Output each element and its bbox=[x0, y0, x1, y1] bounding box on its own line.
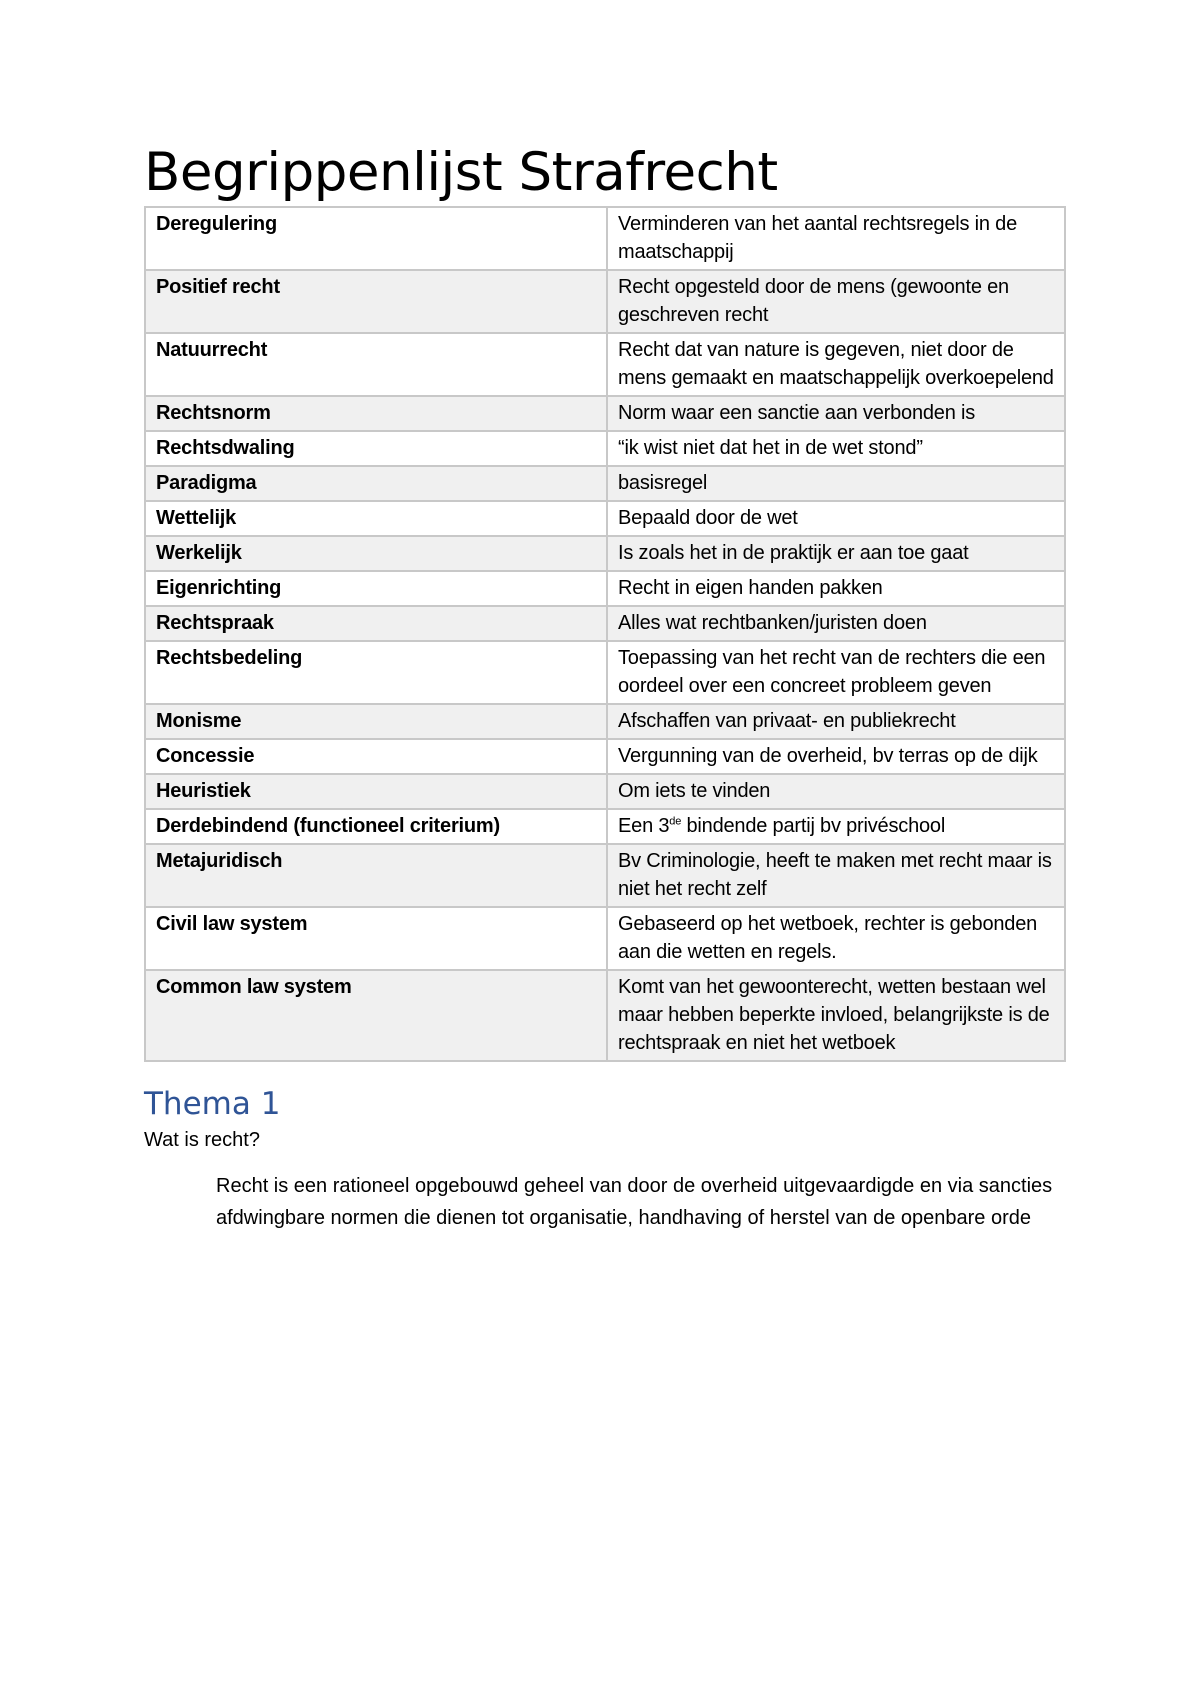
definition-cell: Verminderen van het aantal rechtsregels in de maatschappij bbox=[607, 207, 1065, 270]
table-row bbox=[145, 907, 1065, 970]
table-row bbox=[145, 270, 1065, 333]
definition-cell: Bepaald door de wet bbox=[607, 501, 1065, 536]
table-row bbox=[145, 970, 1065, 1061]
table-row bbox=[145, 501, 1065, 536]
definition-cell: basisregel bbox=[607, 466, 1065, 501]
definition-cell: Toepassing van het recht van de rechters die een oordeel over een concreet probleem geven bbox=[607, 641, 1065, 704]
definition-cell: Gebaseerd op het wetboek, rechter is gebonden aan die wetten en regels. bbox=[607, 907, 1065, 970]
term-cell: Metajuridisch bbox=[145, 844, 607, 907]
definition-cell bbox=[607, 809, 1065, 844]
table-row bbox=[145, 641, 1065, 704]
term-cell: Natuurrecht bbox=[145, 333, 607, 396]
definition-cell: Bv Criminologie, heeft te maken met recht maar is niet het recht zelf bbox=[607, 844, 1065, 907]
definition-cell: Afschaffen van privaat- en publiekrecht bbox=[607, 704, 1065, 739]
term-cell: Werkelijk bbox=[145, 536, 607, 571]
table-row bbox=[145, 606, 1065, 641]
table-row bbox=[145, 704, 1065, 739]
term-cell: Rechtspraak bbox=[145, 606, 607, 641]
term-cell: Rechtsdwaling bbox=[145, 431, 607, 466]
definition-cell: Is zoals het in de praktijk er aan toe gaat bbox=[607, 536, 1065, 571]
section-question: Wat is recht? bbox=[144, 1129, 260, 1151]
definition-cell: Komt van het gewoonterecht, wetten bestaan wel maar hebben beperkte invloed, belangrijkste is de rechtspraak en niet het wetboek bbox=[607, 970, 1065, 1061]
term-cell: Rechtsnorm bbox=[145, 396, 607, 431]
term-cell: Positief recht bbox=[145, 270, 607, 333]
table-row bbox=[145, 333, 1065, 396]
definition-cell: Om iets te vinden bbox=[607, 774, 1065, 809]
definition-suffix: bindende partij bv privéschool bbox=[681, 815, 946, 837]
table-row bbox=[145, 466, 1065, 501]
term-cell: Eigenrichting bbox=[145, 571, 607, 606]
definition-cell: Alles wat rechtbanken/juristen doen bbox=[607, 606, 1065, 641]
term-cell: Heuristiek bbox=[145, 774, 607, 809]
term-cell: Concessie bbox=[145, 739, 607, 774]
definition-superscript: de bbox=[669, 815, 682, 828]
table-row bbox=[145, 207, 1065, 270]
document-page bbox=[144, 140, 1066, 1234]
definition-cell: Recht in eigen handen pakken bbox=[607, 571, 1065, 606]
section-answer: Recht is een rationeel opgebouwd geheel van door de overheid uitgevaardigde en via sancties afdwingbare normen die dienen tot organisatie, handhaving of herstel van de openbare orde bbox=[216, 1175, 1053, 1229]
definition-cell: Recht opgesteld door de mens (gewoonte en geschreven recht bbox=[607, 270, 1065, 333]
definition-cell: Norm waar een sanctie aan verbonden is bbox=[607, 396, 1065, 431]
table-row bbox=[145, 774, 1065, 809]
table-row bbox=[145, 571, 1065, 606]
definition-cell: Vergunning van de overheid, bv terras op de dijk bbox=[607, 739, 1065, 774]
section-heading: Thema 1 bbox=[144, 1086, 281, 1122]
definition-cell: “ik wist niet dat het in de wet stond” bbox=[607, 431, 1065, 466]
term-cell: Wettelijk bbox=[145, 501, 607, 536]
table-row bbox=[145, 396, 1065, 431]
term-cell: Common law system bbox=[145, 970, 607, 1061]
table-row bbox=[145, 739, 1065, 774]
table-row bbox=[145, 536, 1065, 571]
definition-prefix: Een 3 bbox=[618, 815, 670, 837]
term-cell: Paradigma bbox=[145, 466, 607, 501]
table-row bbox=[145, 431, 1065, 466]
term-cell: Rechtsbedeling bbox=[145, 641, 607, 704]
table-row bbox=[145, 844, 1065, 907]
terms-table bbox=[144, 206, 1066, 1062]
term-cell: Derdebindend (functioneel criterium) bbox=[145, 809, 607, 844]
term-cell: Civil law system bbox=[145, 907, 607, 970]
document-title: Begrippenlijst Strafrecht bbox=[144, 142, 778, 203]
definition-cell: Recht dat van nature is gegeven, niet door de mens gemaakt en maatschappelijk overkoepelend bbox=[607, 333, 1065, 396]
term-cell: Monisme bbox=[145, 704, 607, 739]
table-row bbox=[145, 809, 1065, 844]
term-cell: Deregulering bbox=[145, 207, 607, 270]
